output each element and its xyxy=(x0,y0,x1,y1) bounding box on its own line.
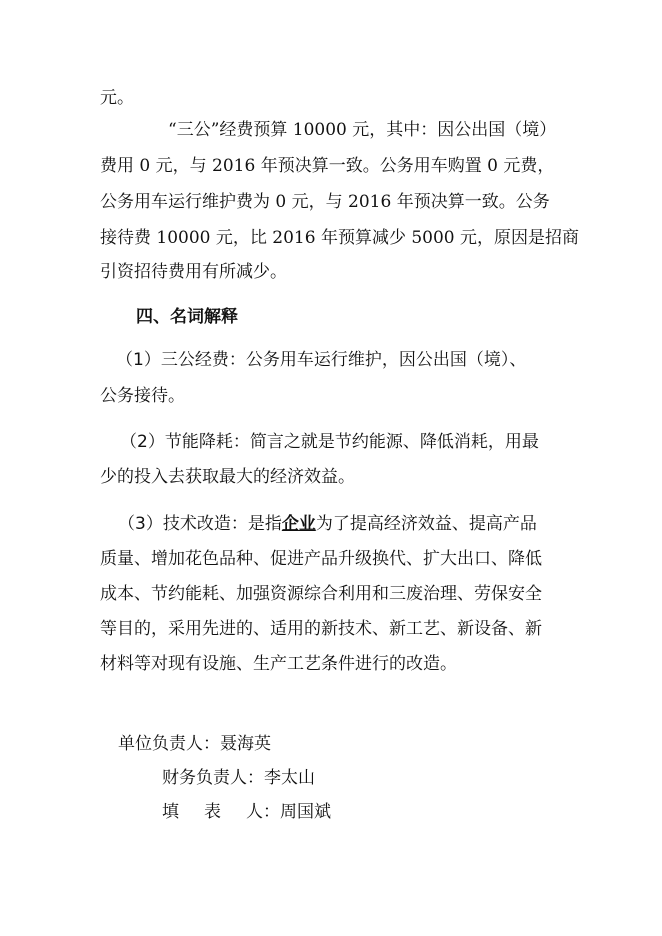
glossary-item-3-line-5: 材料等对现有设施、生产工艺条件进行的改造。 xyxy=(100,654,457,674)
finance-head-signature: 财务负责人：李太山 xyxy=(162,768,315,788)
preparer-label-3: 人：周国斌 xyxy=(246,802,331,822)
preparer-label-1: 填 xyxy=(162,802,179,822)
glossary-item-2-line-2: 少的投入去获取最大的经济效益。 xyxy=(100,467,355,487)
budget-line-2: 费用 0 元，与 2016 年预决算一致。公务用车购置 0 元费， xyxy=(100,156,555,176)
glossary-item-3-suffix: 为了提高经济效益、提高产品 xyxy=(315,514,537,534)
budget-line-5: 引资招待费用有所减少。 xyxy=(100,262,287,282)
preparer-signature xyxy=(162,798,331,826)
section-heading: 四、名词解释 xyxy=(136,307,238,327)
enterprise-link[interactable]: 企业 xyxy=(281,514,316,534)
glossary-item-3-line-4: 等目的，采用先进的、适用的新技术、新工艺、新设备、新 xyxy=(100,619,542,639)
unit-head-signature: 单位负责人：聂海英 xyxy=(118,734,271,754)
glossary-item-3-prefix: （3）技术改造：是指 xyxy=(118,514,282,534)
budget-line-1: “三公”经费预算 10000 元，其中：因公出国（境） xyxy=(168,120,557,140)
glossary-item-1-line-1: （1）三公经费：公务用车运行维护，因公出国（境）、 xyxy=(116,350,527,370)
preparer-label-2: 表 xyxy=(204,802,221,822)
glossary-item-1-line-2: 公务接待。 xyxy=(100,386,185,406)
glossary-item-2-line-1: （2）节能降耗：简言之就是节约能源、降低消耗，用最 xyxy=(120,432,539,452)
glossary-item-3-line-1 xyxy=(118,510,537,538)
glossary-item-3-line-2: 质量、增加花色品种、促进产品升级换代、扩大出口、降低 xyxy=(100,549,542,569)
glossary-item-3-line-3: 成本、节约能耗、加强资源综合利用和三废治理、劳保安全 xyxy=(100,584,542,604)
budget-line-3: 公务用车运行维护费为 0 元，与 2016 年预决算一致。公务 xyxy=(100,192,550,212)
budget-line-0: 元。 xyxy=(100,88,134,108)
budget-line-4: 接待费 10000 元，比 2016 年预算减少 5000 元，原因是招商 xyxy=(100,228,580,248)
